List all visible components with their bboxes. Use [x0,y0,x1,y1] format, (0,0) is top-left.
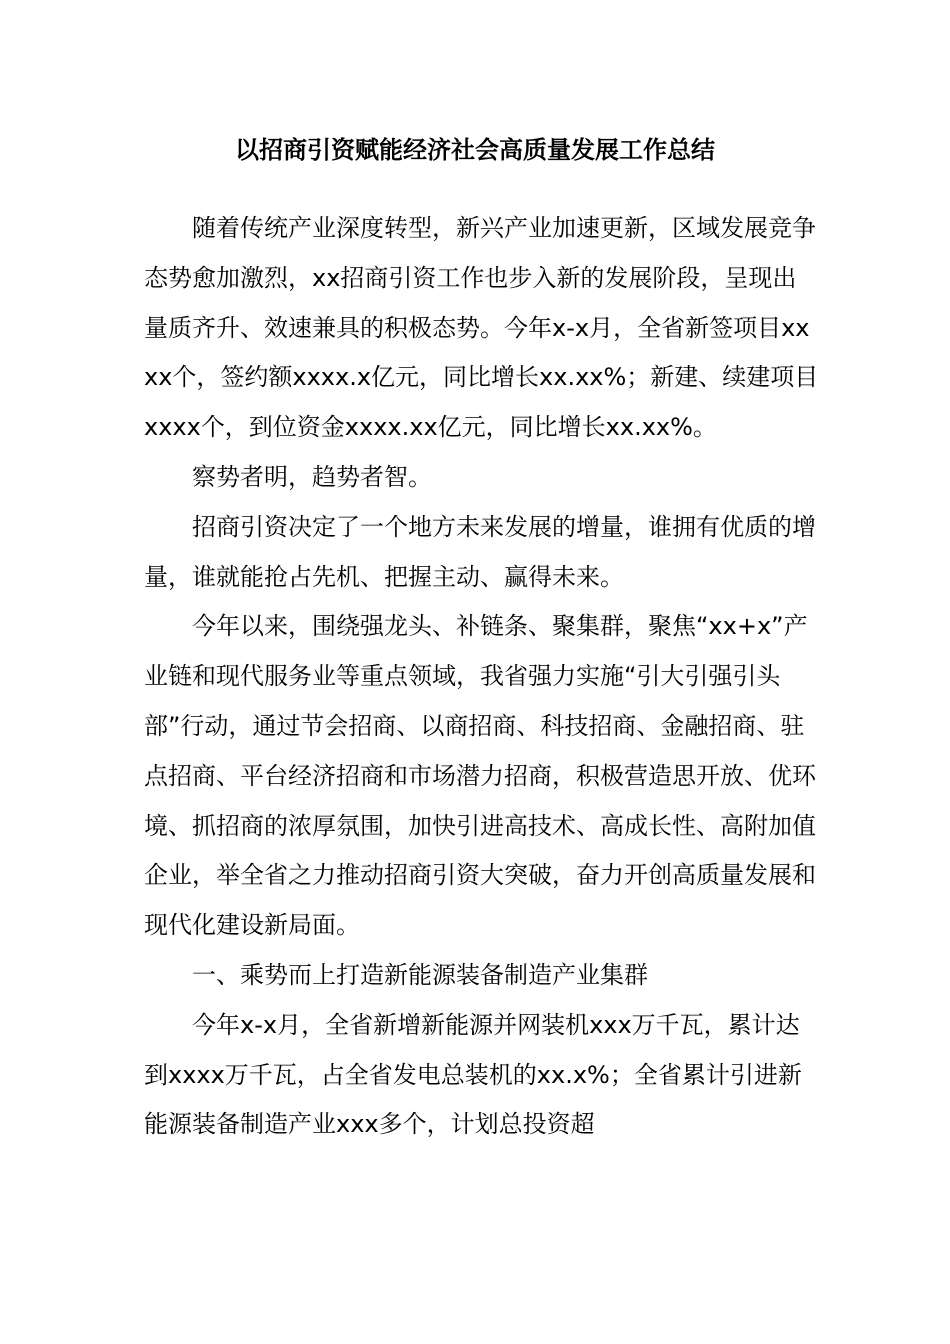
paragraph: 招商引资决定了一个地方未来发展的增量，谁拥有优质的增量，谁就能抢占先机、把握主动、赢得未来。 [144,512,816,591]
document-title: 以招商引资赋能经济社会高质量发展工作总结 [235,136,715,164]
paragraph: 随着传统产业深度转型，新兴产业加速更新，区域发展竞争态势愈加激烈，xx招商引资工作也步入新的发展阶段，呈现出量质齐升、效速兼具的积极态势。今年x-x月，全省新签项目xxxx个，签约额xxxx.x亿元，同比增长xx.xx%；新建、续建项目xxxx个，到位资金xxxx.xx亿元，同比增长xx.xx%。 [144,214,819,442]
paragraph: 今年x-x月，全省新增新能源并网装机xxx万千瓦，累计达到xxxx万千瓦，占全省发电总装机的xx.x%；全省累计引进新能源装备制造产业xxx多个，计划总投资超 [144,1010,802,1139]
section-heading: 一、乘势而上打造新能源装备制造产业集群 [192,960,648,989]
paragraph: 今年以来，围绕强龙头、补链条、聚集群，聚焦“xx+x”产业链和现代服务业等重点领域，我省强力实施“引大引强引头部”行动，通过节会招商、以商招商、科技招商、金融招商、驻点招商、平台经济招商和市场潜力招商，积极营造思开放、优环境、抓招商的浓厚氛围，加快引进高技术、高成长性、高附加值企业，举全省之力推动招商引资大突破，奋力开创高质量发展和现代化建设新局面。 [144,612,816,940]
paragraph: 察势者明，趋势者智。 [192,462,432,491]
document-body [144,204,820,1150]
